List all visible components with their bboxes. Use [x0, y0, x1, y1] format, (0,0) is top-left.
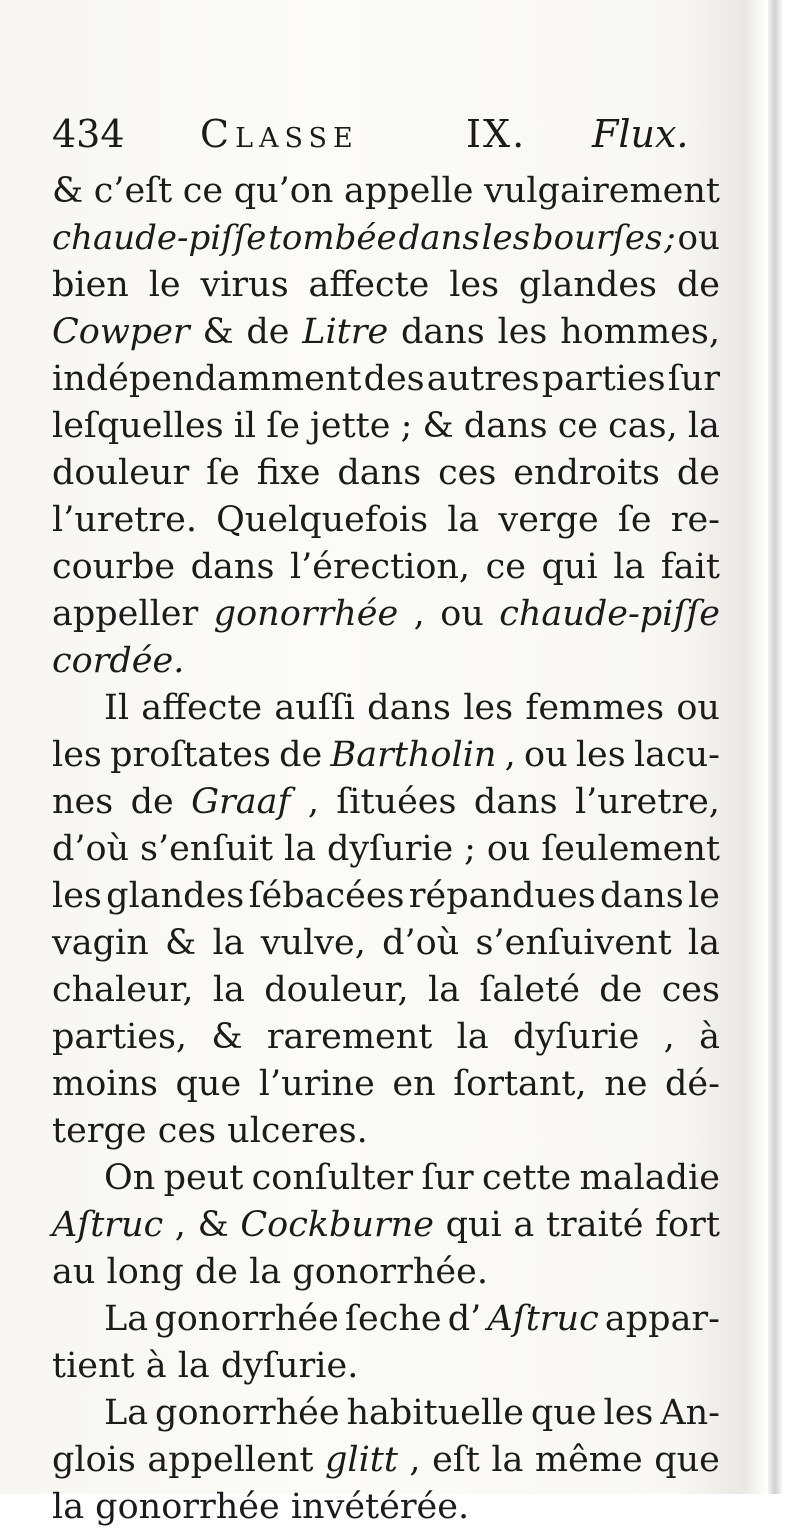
word: , — [663, 1017, 675, 1057]
text-line — [52, 1390, 720, 1437]
word: ces — [661, 970, 720, 1010]
word: l’uretre, — [574, 782, 720, 822]
word: de — [599, 970, 643, 1010]
word: ſur — [421, 1158, 474, 1198]
word: fixe — [256, 453, 321, 493]
text-line — [52, 826, 720, 873]
word: ne — [604, 1064, 648, 1104]
word: ſituées — [336, 782, 457, 822]
paragraph — [52, 1390, 720, 1531]
word: appeller — [52, 594, 199, 634]
italic-word: les — [481, 218, 531, 258]
word: fort — [655, 1205, 720, 1245]
text-line — [52, 262, 720, 309]
text-line — [52, 168, 720, 215]
word: la — [613, 547, 646, 587]
word: que — [654, 1440, 720, 1480]
word: la — [212, 970, 245, 1010]
word: l’érection, — [289, 547, 471, 587]
italic-word: glitt — [324, 1440, 398, 1480]
word: la — [284, 829, 317, 869]
paragraph — [52, 168, 720, 685]
word: s’enſuivent — [475, 923, 672, 963]
text-line — [52, 967, 720, 1014]
word: auſſi — [274, 688, 355, 728]
word: que — [530, 1393, 597, 1433]
word: rarement — [266, 1017, 433, 1057]
word: verge — [498, 500, 599, 540]
word: ou — [486, 829, 531, 869]
word: qui — [445, 1205, 502, 1245]
word: ; — [464, 829, 476, 869]
word: d’ — [447, 1299, 482, 1339]
word: la gonorrhée invétérée. — [52, 1487, 470, 1527]
word: femmes — [525, 688, 665, 728]
text-line — [52, 1014, 720, 1061]
text-line — [52, 685, 720, 732]
word: en — [392, 1064, 436, 1104]
italic-word: Aſtruc — [52, 1205, 164, 1245]
word: ce — [557, 406, 599, 446]
word: appar- — [604, 1299, 720, 1339]
word: habituelle — [346, 1393, 524, 1433]
word: dans — [473, 782, 558, 822]
word: d’où — [52, 829, 130, 869]
word: gonorrhée — [154, 1299, 339, 1339]
header-subtitle: Flux. — [592, 112, 689, 156]
word: ſe — [617, 500, 652, 540]
word: ou — [676, 688, 720, 728]
word: la — [687, 923, 720, 963]
word: que — [175, 1064, 242, 1104]
text-line — [52, 591, 720, 638]
italic-word: Aſtruc — [487, 1299, 599, 1339]
text-line — [52, 403, 720, 450]
word: qui — [541, 547, 598, 587]
word: même — [534, 1440, 643, 1480]
word: , — [409, 1440, 421, 1480]
text-line — [52, 1484, 720, 1531]
italic-word: cordée. — [52, 641, 185, 681]
word: dans — [400, 312, 485, 352]
word: la — [491, 1440, 524, 1480]
word: ſe — [266, 406, 300, 446]
word: terge ces ulceres. — [52, 1111, 368, 1151]
word: a — [513, 1205, 535, 1245]
text-line — [52, 732, 720, 779]
word: les — [52, 735, 102, 775]
text-line — [52, 309, 720, 356]
text-line — [52, 873, 720, 920]
word: les — [603, 1393, 654, 1433]
word: vulve, — [260, 923, 366, 963]
header-section: IX. — [466, 112, 527, 156]
word: les — [497, 312, 548, 352]
word: proſtates — [110, 735, 271, 775]
word: il — [233, 406, 257, 446]
text-line — [52, 1202, 720, 1249]
page-number: 434 — [52, 112, 125, 156]
word: chaleur, — [52, 970, 194, 1010]
word: la — [447, 500, 480, 540]
word: la — [212, 923, 245, 963]
word: La — [104, 1393, 149, 1433]
word: le — [148, 265, 181, 305]
word: Quelquefois — [216, 500, 429, 540]
word: d’où — [382, 923, 460, 963]
word: glandes — [106, 876, 245, 916]
word: ou — [677, 218, 720, 258]
word: courbe — [52, 547, 176, 587]
word: dans — [367, 688, 451, 728]
word: virus — [200, 265, 289, 305]
italic-word: Graaf — [191, 782, 291, 822]
word: dé- — [665, 1064, 720, 1104]
word: ſur — [667, 359, 720, 399]
word: ſe — [206, 453, 240, 493]
word: ſébacées — [248, 876, 405, 916]
word: & — [52, 171, 84, 211]
word: de — [676, 265, 720, 305]
text-line — [52, 1296, 720, 1343]
word: lacu- — [633, 735, 720, 775]
word: gonorrhée — [155, 1393, 340, 1433]
word: ſeulement — [541, 829, 720, 869]
text-line — [52, 1155, 720, 1202]
text-line — [52, 1108, 720, 1155]
word: de — [279, 735, 323, 775]
word: An- — [660, 1393, 720, 1433]
word: les — [463, 688, 514, 728]
italic-word: dans — [398, 218, 480, 258]
word: maladie — [579, 1158, 720, 1198]
italic-word: Cowper — [52, 312, 190, 352]
word: de — [246, 312, 290, 352]
word: traité — [545, 1205, 644, 1245]
paragraph — [52, 1296, 720, 1390]
word: fait — [660, 547, 720, 587]
word: peut — [163, 1158, 244, 1198]
word: eſt — [432, 1440, 480, 1480]
running-head — [52, 100, 720, 168]
text-line — [52, 497, 720, 544]
italic-word: Litre — [302, 312, 389, 352]
word: cas, — [608, 406, 678, 446]
word: dans — [463, 406, 548, 446]
word: , — [413, 594, 425, 634]
word: appelle — [343, 171, 474, 211]
word: autres — [426, 359, 540, 399]
word: & — [211, 1017, 243, 1057]
word: parties, — [52, 1017, 188, 1057]
word: s’enſuit — [140, 829, 274, 869]
word: ou — [524, 735, 568, 775]
word: dyſurie — [513, 1017, 640, 1057]
text-line — [52, 1343, 720, 1390]
word: ſeche — [345, 1299, 442, 1339]
text-line — [52, 1437, 720, 1484]
word: ou — [440, 594, 484, 634]
paragraph — [52, 1155, 720, 1296]
word: dans — [599, 876, 684, 916]
word: Il — [104, 688, 130, 728]
word: affecte — [308, 265, 430, 305]
word: qu’on — [233, 171, 334, 211]
word: , — [174, 1205, 186, 1245]
word: dans — [190, 547, 275, 587]
word: ce — [485, 547, 526, 587]
word: ; — [400, 406, 413, 446]
word: répandues — [408, 876, 596, 916]
italic-word: chaude-piſſe — [499, 594, 720, 634]
word: vulgairement — [484, 171, 720, 211]
word: la — [687, 406, 720, 446]
word: , — [504, 735, 516, 775]
word: glois — [52, 1440, 136, 1480]
body-text — [52, 168, 720, 1531]
word: la — [428, 970, 461, 1010]
word: à — [699, 1017, 720, 1057]
text-line — [52, 215, 720, 262]
text-line — [52, 450, 720, 497]
word: indépendamment — [52, 359, 362, 399]
word: douleur, — [264, 970, 409, 1010]
word: l’urine — [258, 1064, 375, 1104]
word: & — [197, 1205, 229, 1245]
word: ſortant, — [453, 1064, 587, 1104]
word: & — [165, 923, 197, 963]
paragraph — [52, 685, 720, 1155]
word: la — [456, 1017, 489, 1057]
word: cette — [482, 1158, 572, 1198]
word: endroits — [513, 453, 660, 493]
word: vagin — [52, 923, 149, 963]
italic-word: ; — [664, 218, 676, 258]
word: des — [363, 359, 425, 399]
word: c’eſt — [93, 171, 173, 211]
text-line — [52, 920, 720, 967]
word: affecte — [141, 688, 263, 728]
word: On — [104, 1158, 156, 1198]
word: glandes — [518, 265, 657, 305]
word: re- — [670, 500, 720, 540]
header-title: Classe — [200, 112, 359, 156]
word: douleur — [52, 453, 190, 493]
text-line — [52, 356, 720, 403]
text-line — [52, 638, 720, 685]
text-line — [52, 1061, 720, 1108]
word: leſquelles — [52, 406, 224, 446]
italic-word: gonorrhée — [213, 594, 399, 634]
word: hommes, — [560, 312, 720, 352]
text-block — [52, 100, 720, 1531]
word: au long de la gonorrhée. — [52, 1252, 488, 1292]
word: La — [104, 1299, 149, 1339]
word: & — [422, 406, 454, 446]
word: & — [202, 312, 234, 352]
word: le — [688, 876, 720, 916]
italic-word: chaude-piſſe — [52, 218, 267, 258]
word: bien — [52, 265, 129, 305]
word: conſulter — [251, 1158, 414, 1198]
word: ſaleté — [479, 970, 580, 1010]
word: ces — [438, 453, 497, 493]
text-line — [52, 779, 720, 826]
italic-word: Cockburne — [240, 1205, 434, 1245]
word: dyſurie — [326, 829, 454, 869]
word: les — [449, 265, 500, 305]
text-line — [52, 1249, 720, 1296]
word: nes — [52, 782, 114, 822]
word: de — [130, 782, 174, 822]
text-line — [52, 544, 720, 591]
page-edge-shadow — [768, 0, 782, 1494]
italic-word: bourſes — [531, 218, 663, 258]
word: les — [52, 876, 102, 916]
word: , — [307, 782, 319, 822]
word: tient à la dyſurie. — [52, 1346, 359, 1386]
word: appellent — [147, 1440, 314, 1480]
word: ce — [182, 171, 224, 211]
word: dans — [337, 453, 422, 493]
word: l’uretre. — [52, 500, 197, 540]
word: moins — [52, 1064, 158, 1104]
word: les — [575, 735, 626, 775]
italic-word: tombée — [268, 218, 397, 258]
word: de — [676, 453, 720, 493]
italic-word: Bartholin — [330, 735, 497, 775]
word: parties — [541, 359, 666, 399]
word: jette — [310, 406, 391, 446]
